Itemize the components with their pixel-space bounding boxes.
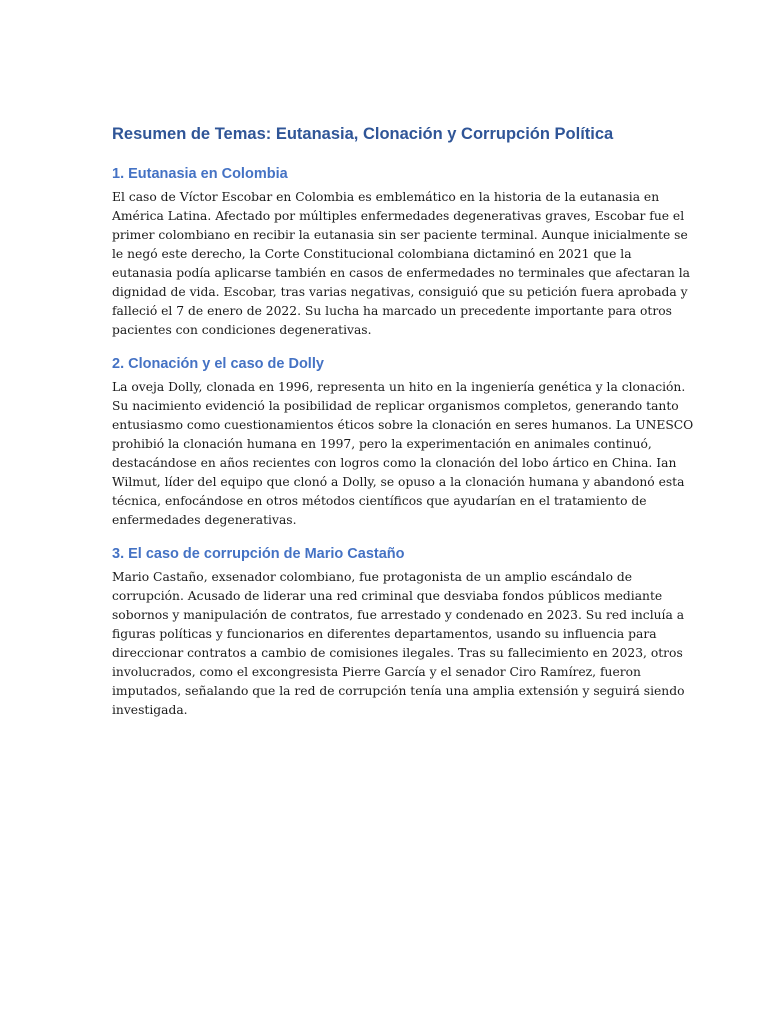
paragraph-line: América Latina. Afectado por múltiples enfermedades degenerativas graves, Escobar fue el <box>112 209 685 223</box>
section-euthanasia <box>112 164 690 340</box>
paragraph-line: involucrados, como el excongresista Pierre García y el senador Ciro Ramírez, fueron <box>112 665 641 679</box>
section-paragraph <box>112 188 690 340</box>
paragraph-line: corrupción. Acusado de liderar una red criminal que desviaba fondos públicos mediante <box>112 589 663 603</box>
section-cloning <box>112 354 694 530</box>
paragraph-line: pacientes con condiciones degenerativas. <box>112 323 372 337</box>
paragraph-line: prohibió la clonación humana en 1997, pero la experimentación en animales continuó, <box>112 437 652 451</box>
paragraph-line: direccionar contratos a cambio de comisiones ilegales. Tras su fallecimiento en 2023, otros <box>112 646 683 660</box>
paragraph-line: primer colombiano en recibir la eutanasia sin ser paciente terminal. Aunque inicialmente se <box>112 228 688 242</box>
paragraph-line: dignidad de vida. Escobar, tras varias negativas, consiguió que su petición fuera aprobada y <box>112 285 688 299</box>
paragraph-line: Su nacimiento evidenció la posibilidad de replicar organismos completos, generando tanto <box>112 399 679 413</box>
paragraph-line: le negó este derecho, la Corte Constitucional colombiana dictaminó en 2021 que la <box>112 247 632 261</box>
paragraph-line: entusiasmo como cuestionamientos éticos sobre la clonación en seres humanos. La UNESCO <box>112 418 694 432</box>
paragraph-line: imputados, señalando que la red de corrupción tenía una amplia extensión y seguirá siendo <box>112 684 685 698</box>
document-page <box>112 122 694 734</box>
section-paragraph <box>112 378 694 530</box>
paragraph-line: Mario Castaño, exsenador colombiano, fue protagonista de un amplio escándalo de <box>112 570 633 584</box>
paragraph-line: destacándose en años recientes con logros como la clonación del lobo ártico en China. Ian <box>112 456 677 470</box>
document-title: Resumen de Temas: Eutanasia, Clonación y Corrupción Política <box>112 125 614 143</box>
paragraph-line: La oveja Dolly, clonada en 1996, representa un hito en la ingeniería genética y la clonación. <box>112 380 686 394</box>
paragraph-line: investigada. <box>112 703 188 717</box>
section-heading: 3. El caso de corrupción de Mario Castaño <box>112 546 405 562</box>
section-paragraph <box>112 568 685 720</box>
paragraph-line: técnica, enfocándose en otros métodos científicos que ayudarían en el tratamiento de <box>112 494 647 508</box>
section-heading: 1. Eutanasia en Colombia <box>112 166 288 182</box>
paragraph-line: figuras políticas y funcionarios en diferentes departamentos, usando su influencia para <box>112 627 657 641</box>
paragraph-line: sobornos y manipulación de contratos, fue arrestado y condenado en 2023. Su red incluía a <box>112 608 685 622</box>
section-corruption <box>112 544 685 720</box>
section-heading: 2. Clonación y el caso de Dolly <box>112 356 324 372</box>
paragraph-line: Wilmut, líder del equipo que clonó a Dolly, se opuso a la clonación humana y abandonó esta <box>112 475 685 489</box>
paragraph-line: El caso de Víctor Escobar en Colombia es emblemático en la historia de la eutanasia en <box>112 190 660 204</box>
paragraph-line: eutanasia podía aplicarse también en casos de enfermedades no terminales que afectaran la <box>112 266 690 280</box>
paragraph-line: enfermedades degenerativas. <box>112 513 297 527</box>
paragraph-line: falleció el 7 de enero de 2022. Su lucha ha marcado un precedente importante para otros <box>112 304 672 318</box>
